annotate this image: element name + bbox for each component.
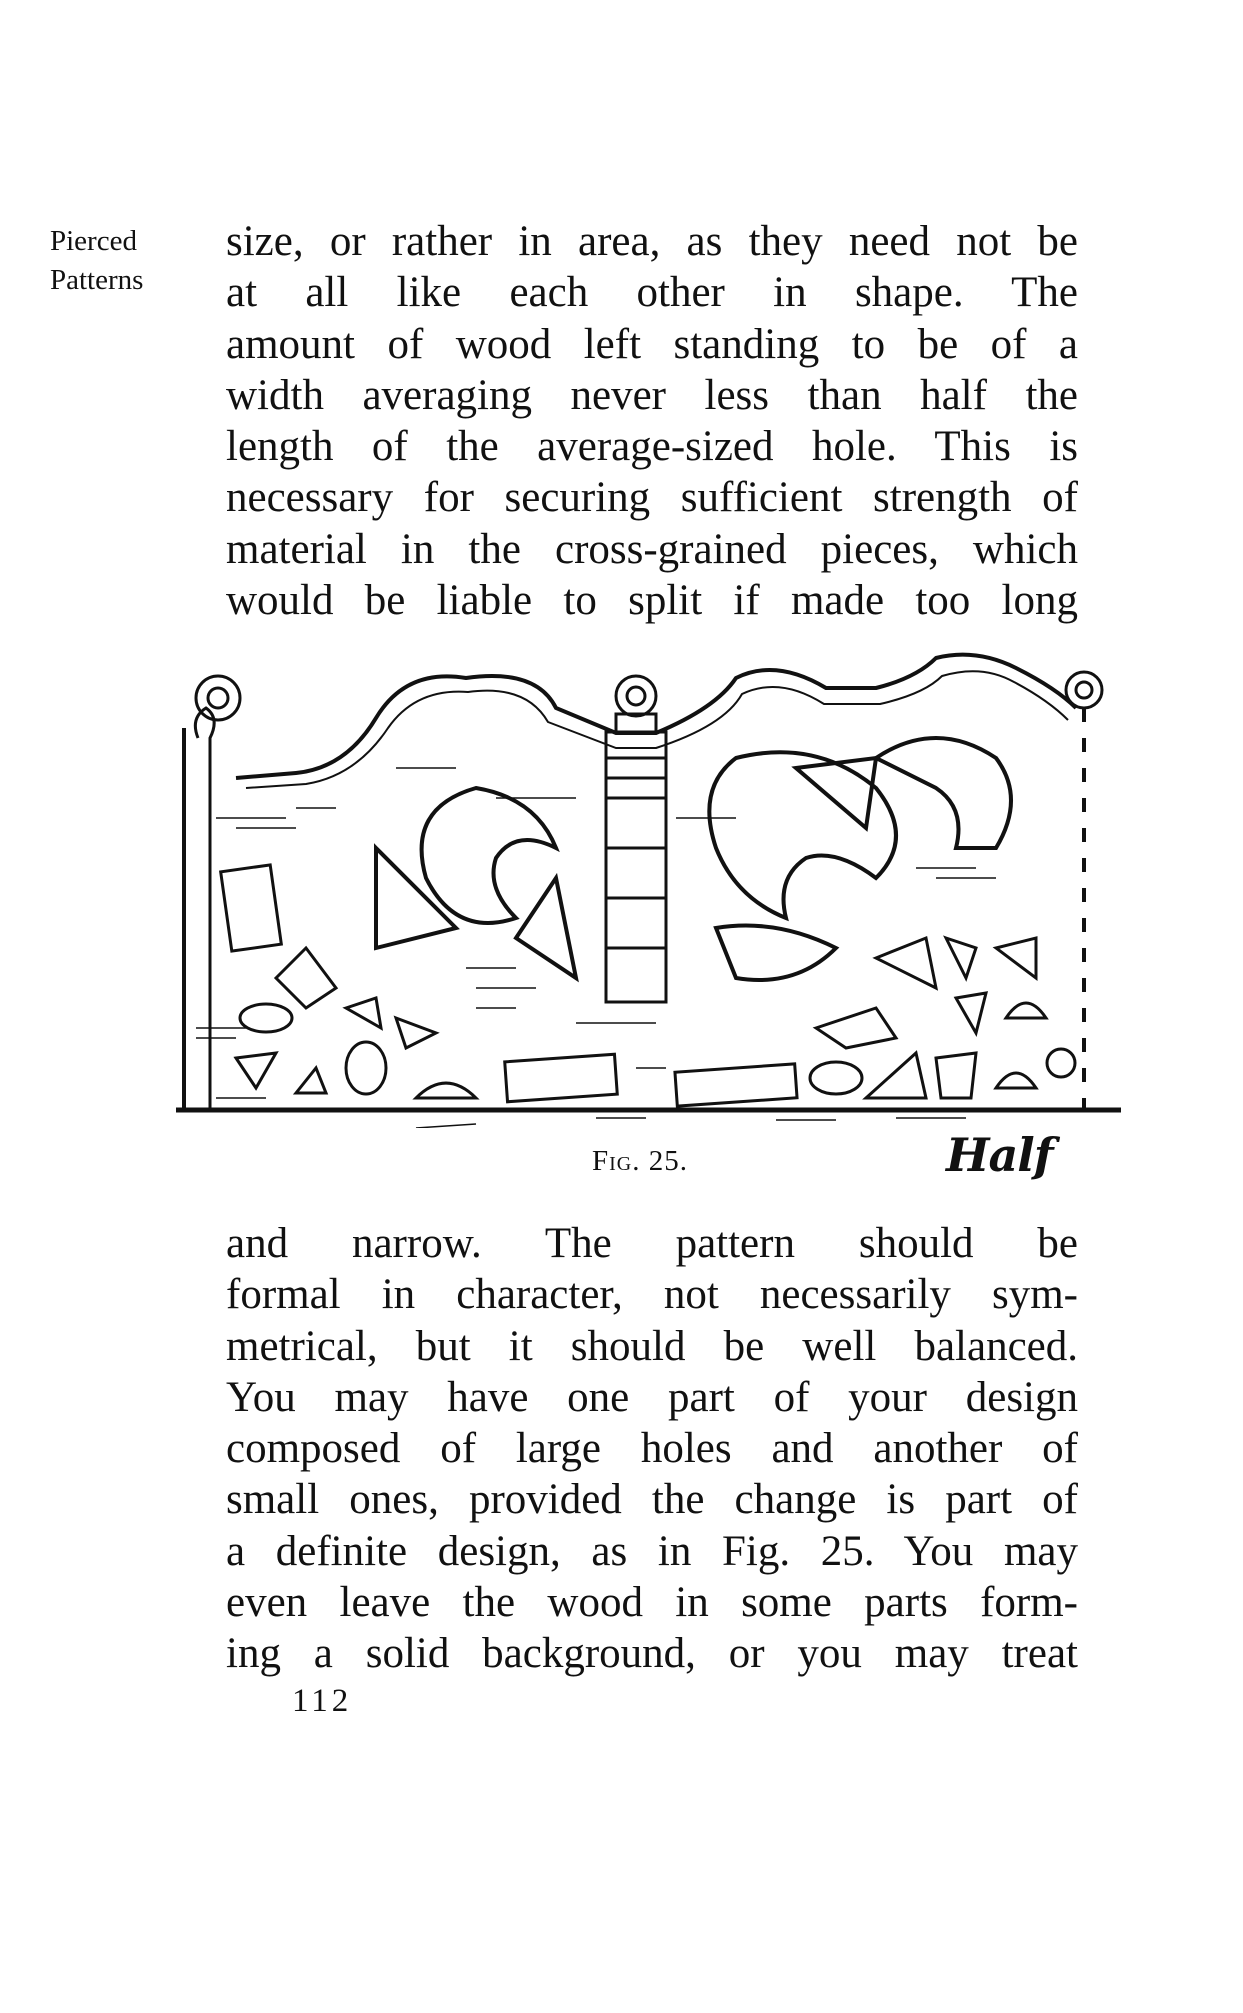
text-line: formal in character, not necessarily sym- — [226, 1271, 1078, 1319]
text-line: small ones, provided the change is part of — [226, 1476, 1078, 1524]
text-line: ing a solid background, or you may treat — [226, 1630, 1078, 1678]
central-bar — [606, 732, 666, 1002]
text-line: amount of wood left standing to be of a — [226, 320, 1078, 368]
margin-note-line-1: Pierced — [50, 225, 137, 257]
text-line: even leave the wood in some parts form- — [226, 1579, 1078, 1627]
text-line: material in the cross-grained pieces, which — [226, 525, 1078, 573]
figure-caption: Fig. 25. — [592, 1145, 688, 1177]
text-line: and narrow. The pattern should be — [226, 1220, 1078, 1267]
text-line: composed of large holes and another of — [226, 1425, 1078, 1473]
margin-note-line-2: Patterns — [50, 264, 144, 296]
knob-center — [616, 676, 656, 732]
knob-left — [196, 676, 240, 720]
wood-grain-hatching — [196, 768, 996, 1128]
text-line: length of the average-sized hole. This is — [226, 423, 1078, 471]
text-line: metrical, but it should be well balanced. — [226, 1322, 1078, 1370]
small-holes — [221, 865, 1075, 1106]
text-line: at all like each other in shape. The — [226, 269, 1078, 317]
pierced-pattern-illustration — [176, 648, 1126, 1128]
margin-note — [50, 222, 180, 300]
artist-signature: Half — [946, 1128, 1053, 1182]
text-line: width averaging never less than half the — [226, 371, 1078, 419]
text-line: size, or rather in area, as they need not be — [226, 218, 1078, 265]
text-line: a definite design, as in Fig. 25. You may — [226, 1527, 1078, 1575]
text-line: You may have one part of your design — [226, 1373, 1078, 1421]
top-paragraph — [226, 216, 1078, 626]
text-line: necessary for securing sufficient strength of — [226, 474, 1078, 522]
page-number: 112 — [292, 1683, 353, 1719]
bottom-paragraph — [226, 1218, 1078, 1680]
text-line: would be liable to split if made too long — [226, 577, 1078, 625]
